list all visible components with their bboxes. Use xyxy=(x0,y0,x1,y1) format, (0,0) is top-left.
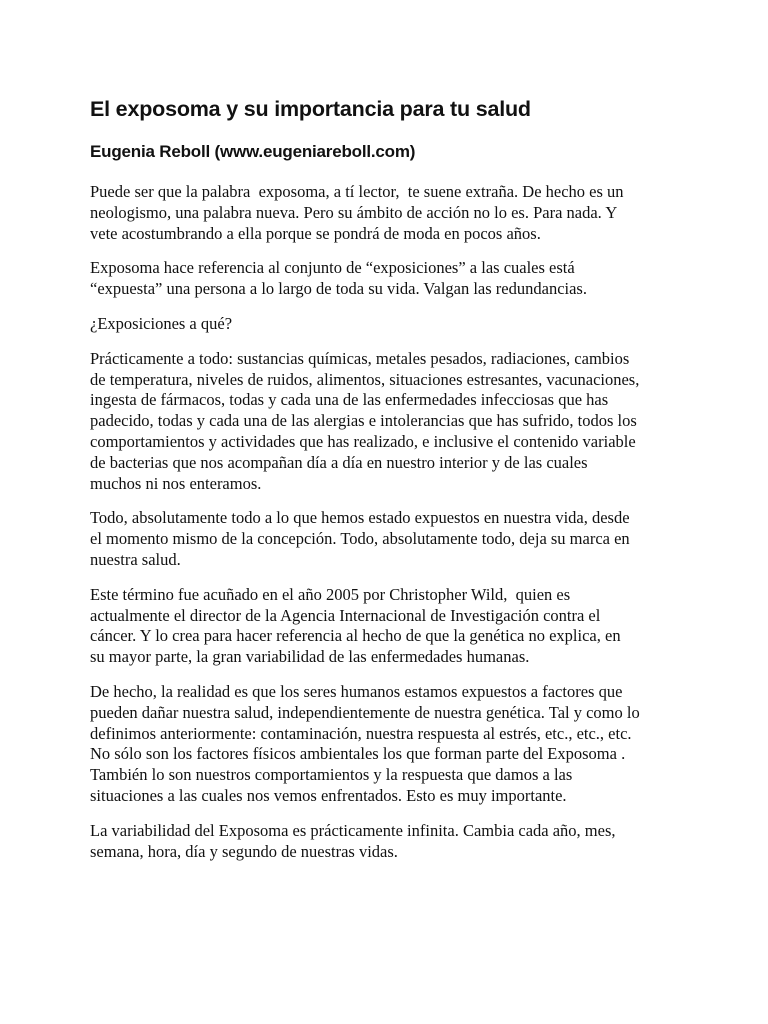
paragraph-line: cáncer. Y lo crea para hacer referencia al hecho de que la genética no explica, en xyxy=(90,626,621,646)
body-paragraph xyxy=(90,349,690,495)
paragraph-line: muchos ni nos enteramos. xyxy=(90,473,262,493)
paragraph-line: actualmente el director de la Agencia Internacional de Investigación contra el xyxy=(90,605,601,625)
document-content xyxy=(90,94,690,876)
paragraph-line: ingesta de fármacos, todas y cada una de las enfermedades infecciosas que has xyxy=(90,390,609,410)
paragraph-line: su mayor parte, la gran variabilidad de las enfermedades humanas. xyxy=(90,647,530,667)
paragraph-line: La variabilidad del Exposoma es prácticamente infinita. Cambia cada año, mes, xyxy=(90,820,616,840)
document-title: El exposoma y su importancia para tu salud xyxy=(90,97,531,121)
paragraph-line: Todo, absolutamente todo a lo que hemos estado expuestos en nuestra vida, desde xyxy=(90,508,630,528)
paragraph-line: semana, hora, día y segundo de nuestras vidas. xyxy=(90,841,398,861)
document-author: Eugenia Reboll (www.eugeniareboll.com) xyxy=(90,142,416,161)
paragraph-line: comportamientos y actividades que has realizado, e inclusive el contenido variable xyxy=(90,431,636,451)
paragraph-line: vete acostumbrando a ella porque se pondrá de moda en pocos años. xyxy=(90,223,541,243)
paragraph-line: Este término fue acuñado en el año 2005 por Christopher Wild, quien es xyxy=(90,584,571,604)
paragraph-line: No sólo son los factores físicos ambientales los que forman parte del Exposoma . xyxy=(90,744,626,764)
body-paragraph xyxy=(90,821,690,863)
paragraph-line: También lo son nuestros comportamientos y la respuesta que damos a las xyxy=(90,765,573,785)
body-paragraph xyxy=(90,585,690,668)
paragraph-line: padecido, todas y cada una de las alergias e intolerancias que has sufrido, todos los xyxy=(90,411,637,431)
body-paragraph xyxy=(90,314,690,335)
paragraph-line: neologismo, una palabra nueva. Pero su ámbito de acción no lo es. Para nada. Y xyxy=(90,202,618,222)
body-paragraph xyxy=(90,682,690,807)
paragraph-line: ¿Exposiciones a qué? xyxy=(90,313,233,333)
paragraph-line: Exposoma hace referencia al conjunto de “exposiciones” a las cuales está xyxy=(90,258,575,278)
paragraph-line: “expuesta” una persona a lo largo de toda su vida. Valgan las redundancias. xyxy=(90,279,587,299)
paragraph-line: de temperatura, niveles de ruidos, alimentos, situaciones estresantes, vacunaciones, xyxy=(90,369,640,389)
paragraph-line: el momento mismo de la concepción. Todo, absolutamente todo, deja su marca en xyxy=(90,529,630,549)
body-paragraph xyxy=(90,508,690,570)
paragraph-line: nuestra salud. xyxy=(90,549,181,569)
paragraph-line: Prácticamente a todo: sustancias químicas, metales pesados, radiaciones, cambios xyxy=(90,348,630,368)
paragraph-line: Puede ser que la palabra exposoma, a tí lector, te suene extraña. De hecho es un xyxy=(90,182,624,201)
body-paragraph xyxy=(90,182,690,244)
paragraph-line: situaciones a las cuales nos vemos enfrentados. Esto es muy importante. xyxy=(90,785,567,805)
paragraph-line: pueden dañar nuestra salud, independientemente de nuestra genética. Tal y como lo xyxy=(90,702,640,722)
paragraph-line: De hecho, la realidad es que los seres humanos estamos expuestos a factores que xyxy=(90,681,623,701)
body-paragraph xyxy=(90,258,690,300)
paragraph-line: de bacterias que nos acompañan día a día en nuestro interior y de las cuales xyxy=(90,452,588,472)
paragraph-line: definimos anteriormente: contaminación, nuestra respuesta al estrés, etc., etc., etc. xyxy=(90,723,632,743)
document-body xyxy=(90,182,690,862)
